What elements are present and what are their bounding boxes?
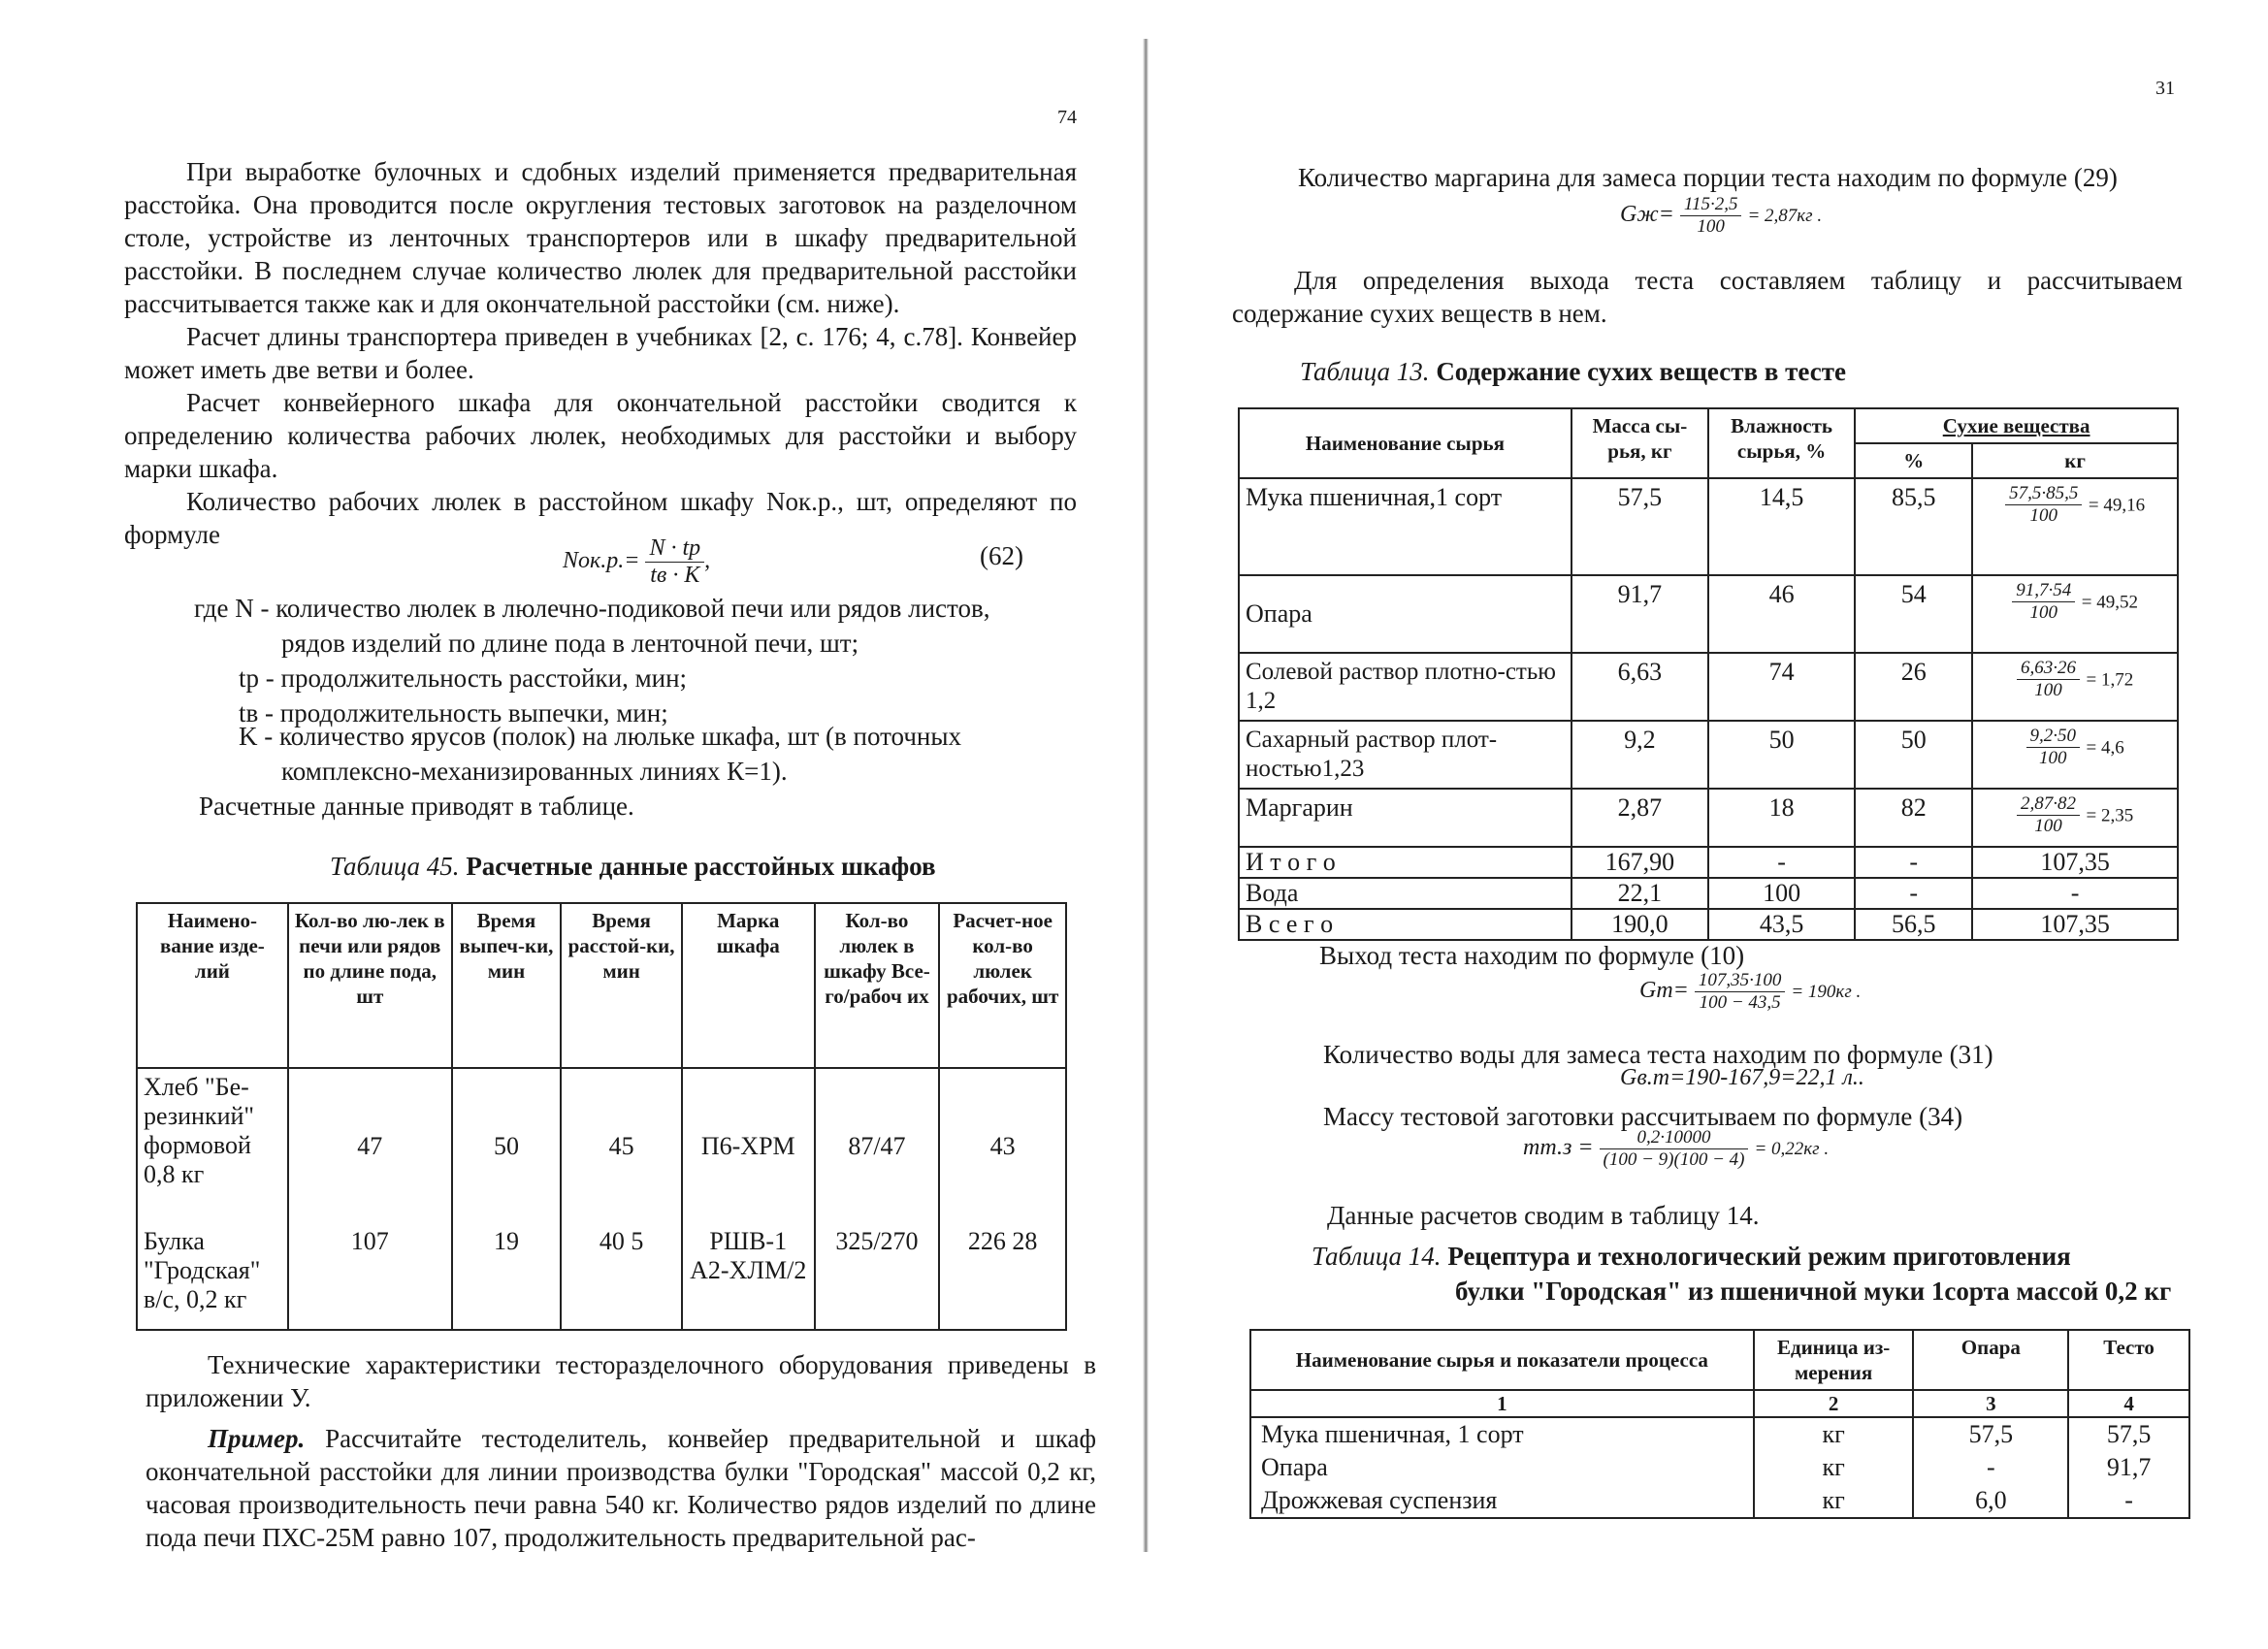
where-line: комплексно-механизированных линиях К=1).	[281, 757, 788, 786]
formula-result: = 2,35	[2086, 805, 2134, 826]
formula-numerator: 57,5·85,5	[2005, 483, 2082, 505]
table-cell: Опара	[1250, 1451, 1754, 1484]
paragraph: Количество рабочих люлек в расстойном шкафу Nок.р., шт, определяют по формуле	[124, 487, 1077, 549]
formula-rhs: = 190кг .	[1791, 982, 1862, 1003]
table-row-total	[1239, 847, 2178, 878]
where-line: tр - продолжительность расстойки, мин;	[239, 663, 688, 693]
table-cell: -	[1855, 847, 1972, 878]
table-row	[137, 1223, 1066, 1330]
formula-numerator: 115·2,5	[1680, 194, 1742, 216]
table-13-caption	[1300, 357, 1846, 387]
right-page	[1135, 0, 2268, 1649]
formula-denominator: 100	[1697, 216, 1725, 237]
table-cell: 87/47	[815, 1068, 940, 1223]
table-13	[1238, 407, 2179, 941]
table-cell: 57,5	[1913, 1417, 2068, 1451]
table-cell: 82	[1855, 789, 1972, 847]
formula-lhs: Gт=	[1639, 978, 1689, 1004]
table-cell: 100	[1708, 878, 1855, 909]
table-cell: Маргарин	[1239, 789, 1571, 847]
table-cell: Солевой раствор плотно-стью 1,2	[1239, 653, 1571, 721]
table-header: Масса сы-рья, кг	[1571, 408, 1708, 478]
table-row	[1250, 1451, 2189, 1484]
formula-result: = 49,52	[2081, 592, 2138, 613]
table-cell: 22,1	[1571, 878, 1708, 909]
table-cell: Булка "Гродская" в/с, 0,2 кг	[137, 1223, 288, 1330]
where-line: tв - продолжительность выпечки, мин;	[239, 698, 668, 728]
table-header: Расчет-ное кол-во люлек рабочих, шт	[939, 903, 1066, 1068]
table-header: Опара	[1913, 1330, 2068, 1390]
caption-title: Содержание сухих веществ в тесте	[1436, 357, 1846, 386]
table-cell: Вода	[1239, 878, 1571, 909]
formula-result: = 4,6	[2086, 737, 2124, 759]
caption-title: Расчетные данные расстойных шкафов	[466, 852, 936, 881]
table-cell: 107,35	[1972, 909, 2178, 940]
page-number: 31	[2155, 78, 2175, 99]
formula-numerator: 6,63·26	[2017, 658, 2080, 680]
table-cell: кг	[1754, 1484, 1914, 1518]
table-cell: 6,63	[1571, 653, 1708, 721]
table-cell: 91,7	[2068, 1451, 2189, 1484]
table-cell: 43,5	[1708, 909, 1855, 940]
formula-lhs: mт.з =	[1523, 1135, 1594, 1161]
paragraph: Количество воды для замеса теста находим по формуле (31)	[1323, 1040, 1993, 1069]
table-cell: 167,90	[1571, 847, 1708, 878]
formula-denominator: 100	[2039, 748, 2067, 768]
paragraph: Расчетные данные приводят в таблице.	[199, 792, 634, 821]
formula-numerator: N · tр	[645, 535, 704, 563]
table-cell: -	[1913, 1451, 2068, 1484]
table-cell: 54	[1855, 575, 1972, 653]
table-cell: 56,5	[1855, 909, 1972, 940]
table-row	[1239, 478, 2178, 575]
example-text: Рассчитайте тестоделитель, конвейер предварительной и шкаф окончательной расстойки для линии производства булки "Городская" массой 0,2 кг, часовая производительность печи равна 540 кг. Количество рядов изделий по длине пода печи ПХС-25М равно 107, продолжительность предварительной рас-	[146, 1424, 1097, 1552]
paragraph: При выработке булочных и сдобных изделий применяется предварительная расстойка. Она проводится после округления тестовых заготовок на разделочном столе, устройстве из ленточных транспортеров или в шкафу предварительной расстойки. В последнем случае количество люлек для предварительной расстойки рассчитывается также как и для окончательной расстойки (см. ниже).	[124, 157, 1077, 318]
formula-29	[1620, 194, 1822, 238]
table-cell-formula	[1972, 478, 2178, 575]
formula-denominator: (100 − 9)(100 − 4)	[1603, 1149, 1745, 1170]
table-cell: 46	[1708, 575, 1855, 653]
table-cell: 50	[1855, 721, 1972, 789]
table-cell: 325/270	[815, 1223, 940, 1330]
caption-title: Рецептура и технологический режим приготовления	[1447, 1242, 2071, 1271]
table-cell: -	[1708, 847, 1855, 878]
table-cell: П6-ХРМ	[682, 1068, 815, 1223]
table-row-total	[1239, 909, 2178, 940]
formula-numerator: 0,2·10000	[1600, 1127, 1749, 1149]
paragraph: Расчет длины транспортера приведен в учебниках [2, с. 176; 4, с.78]. Конвейер может иметь две ветви и более.	[124, 322, 1077, 384]
table-header: Сухие вещества	[1855, 408, 2178, 443]
table-cell: 9,2	[1571, 721, 1708, 789]
table-cell-formula	[1972, 721, 2178, 789]
table-header: Время выпеч-ки, мин	[452, 903, 562, 1068]
table-cell: 18	[1708, 789, 1855, 847]
page-number: 74	[1057, 107, 1077, 128]
table-cell-formula	[1972, 653, 2178, 721]
table-cell: Мука пшеничная, 1 сорт	[1250, 1417, 1754, 1451]
table-cell: 45	[561, 1068, 682, 1223]
paragraph: Расчет конвейерного шкафа для окончательной расстойки сводится к определению количества рабочих люлек, необходимых для расстойки и выбору марки шкафа.	[124, 388, 1077, 483]
formula-rhs: = 2,87кг .	[1747, 206, 1823, 227]
table-header: Тесто	[2068, 1330, 2189, 1390]
formula-34	[1523, 1127, 1829, 1171]
table-row	[1239, 575, 2178, 653]
caption-title: булки "Городская" из пшеничной муки 1сорта массой 0,2 кг	[1455, 1277, 2172, 1306]
formula-numerator: 9,2·50	[2026, 726, 2081, 748]
table-cell: 57,5	[2068, 1417, 2189, 1451]
table-cell: 74	[1708, 653, 1855, 721]
formula-denominator: 100	[2034, 816, 2062, 836]
table-cell: -	[1855, 878, 1972, 909]
table-cell: 50	[1708, 721, 1855, 789]
table-cell: -	[2068, 1484, 2189, 1518]
table-45	[136, 902, 1067, 1331]
table-cell: Дрожжевая суспензия	[1250, 1484, 1754, 1518]
table-header: 3	[1913, 1390, 2068, 1417]
table-header: Марка шкафа	[682, 903, 815, 1068]
caption-label: Таблица 45.	[330, 852, 460, 881]
table-cell: 47	[288, 1068, 452, 1223]
formula-numerator: 2,87·82	[2017, 793, 2080, 816]
table-header: 4	[2068, 1390, 2189, 1417]
table-row	[1250, 1417, 2189, 1451]
table-45-caption	[330, 852, 936, 882]
table-header: Кол-во лю-лек в печи или рядов по длине пода, шт	[288, 903, 452, 1068]
table-cell: В с е г о	[1239, 909, 1571, 940]
paragraph: Массу тестовой заготовки рассчитываем по формуле (34)	[1323, 1102, 1963, 1131]
table-header: Наименование сырья и показатели процесса	[1250, 1330, 1754, 1390]
table-cell: 190,0	[1571, 909, 1708, 940]
table-cell: 26	[1855, 653, 1972, 721]
table-14	[1249, 1329, 2190, 1519]
table-cell: 85,5	[1855, 478, 1972, 575]
table-cell: кг	[1754, 1417, 1914, 1451]
table-header: Время расстой-ки, мин	[561, 903, 682, 1068]
table-header: Влажность сырья, %	[1708, 408, 1855, 478]
formula-numerator: 107,35·100	[1695, 970, 1786, 992]
table-header: Наимено-вание изде-лий	[137, 903, 288, 1068]
table-cell: 6,0	[1913, 1484, 2068, 1518]
table-cell: 19	[452, 1223, 562, 1330]
formula-62	[563, 535, 710, 589]
formula-number: (62)	[980, 541, 1023, 570]
table-cell: РШВ-1 А2-ХЛМ/2	[682, 1223, 815, 1330]
formula-lhs: Nок.р.=	[563, 548, 640, 574]
formula-10	[1639, 970, 1861, 1014]
table-cell: Хлеб "Бе-резинкий" формовой 0,8 кг	[137, 1068, 288, 1223]
formula-31: Gв.т=190-167,9=22,1 л..	[1620, 1065, 1864, 1090]
table-cell: 14,5	[1708, 478, 1855, 575]
paragraph: Выход теста находим по формуле (10)	[1319, 941, 1745, 970]
table-cell: кг	[1754, 1451, 1914, 1484]
formula-result: = 1,72	[2086, 669, 2134, 691]
table-cell: 43	[939, 1068, 1066, 1223]
table-row-total	[1239, 878, 2178, 909]
example-label: Пример.	[208, 1424, 306, 1453]
table-row	[1239, 721, 2178, 789]
caption-label: Таблица 13.	[1300, 357, 1430, 386]
where-line: рядов изделий по длине пода в ленточной печи, шт;	[281, 629, 859, 658]
caption-label: Таблица 14.	[1312, 1242, 1442, 1271]
table-cell: 57,5	[1571, 478, 1708, 575]
table-cell: 50	[452, 1068, 562, 1223]
formula-denominator: 100 − 43,5	[1699, 992, 1781, 1013]
formula-denominator: 100	[2029, 602, 2057, 623]
formula-denominator: 100	[2029, 505, 2057, 526]
table-cell: 91,7	[1571, 575, 1708, 653]
table-row	[1250, 1484, 2189, 1518]
table-cell: 107	[288, 1223, 452, 1330]
table-cell: -	[1972, 878, 2178, 909]
paragraph: Для определения выхода теста составляем таблицу и рассчитываем содержание сухих веществ в нем.	[1232, 266, 2183, 328]
table-cell: Мука пшеничная,1 сорт	[1239, 478, 1571, 575]
formula-lhs: Gж=	[1620, 202, 1674, 228]
table-14-caption-line2	[1455, 1277, 2171, 1307]
table-cell: 40 5	[561, 1223, 682, 1330]
formula-result: = 49,16	[2088, 495, 2146, 516]
table-header: 1	[1250, 1390, 1754, 1417]
formula-rhs: = 0,22кг .	[1754, 1139, 1830, 1160]
paragraph: Технические характеристики тесторазделочного оборудования приведены в приложении У.	[146, 1350, 1096, 1412]
paragraph: Количество маргарина для замеса порции теста находим по формуле (29)	[1298, 163, 2118, 192]
table-cell: 2,87	[1571, 789, 1708, 847]
where-line: K - количество ярусов (полок) на люльке шкафа, шт (в поточных	[239, 722, 962, 751]
table-cell: Опара	[1239, 575, 1571, 653]
paragraph: Данные расчетов сводим в таблицу 14.	[1327, 1201, 1760, 1230]
formula-denominator: 100	[2034, 680, 2062, 700]
table-row	[1239, 789, 2178, 847]
table-header: Единица из-мерения	[1754, 1330, 1914, 1390]
table-cell: 107,35	[1972, 847, 2178, 878]
table-cell: 226 28	[939, 1223, 1066, 1330]
table-header: 2	[1754, 1390, 1914, 1417]
table-header: %	[1855, 443, 1972, 478]
table-row	[1239, 653, 2178, 721]
example-paragraph	[146, 1422, 1096, 1554]
table-cell-formula	[1972, 575, 2178, 653]
table-14-caption	[1312, 1242, 2071, 1272]
formula-tail: ,	[704, 548, 711, 574]
table-header: Наименование сырья	[1239, 408, 1571, 478]
formula-numerator: 91,7·54	[2012, 580, 2075, 602]
formula-denominator: tв · K	[650, 563, 700, 588]
table-header: Кол-во люлек в шкафу Все-го/рабоч их	[815, 903, 940, 1068]
table-row	[137, 1068, 1066, 1223]
table-cell: Сахарный раствор плот-ностью1,23	[1239, 721, 1571, 789]
table-header: кг	[1972, 443, 2178, 478]
table-cell-formula	[1972, 789, 2178, 847]
table-cell: И т о г о	[1239, 847, 1571, 878]
where-line: где N - количество люлек в люлечно-подиковой печи или рядов листов,	[194, 594, 990, 623]
